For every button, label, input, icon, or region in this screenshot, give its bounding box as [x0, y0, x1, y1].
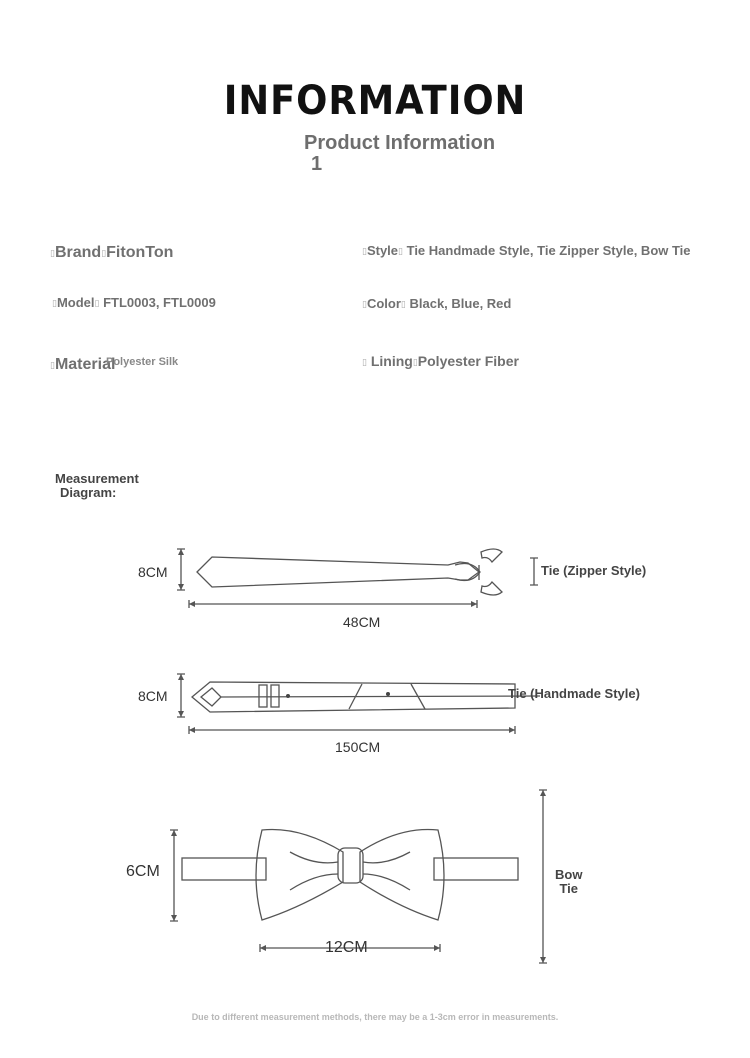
handmade-tie-label: Tie (Handmade Style)	[508, 686, 640, 701]
model-label: Model	[56, 295, 95, 310]
bow-tie-label-line1: Bow	[555, 867, 583, 882]
section-number: 1	[311, 153, 323, 175]
bracket-icon: ▯	[52, 298, 57, 308]
bracket-icon: ▯	[50, 248, 55, 258]
bracket-icon: ▯	[362, 246, 367, 256]
model-value: FTL0003, FTL0009	[103, 295, 216, 310]
handmade-width-label: 8CM	[138, 688, 168, 704]
bracket-icon: ▯	[101, 248, 107, 258]
zipper-length-label: 48CM	[343, 614, 381, 630]
section-subtitle: Product Information	[304, 132, 496, 154]
brand-label: Brand	[54, 244, 102, 261]
lining-label: Lining	[370, 353, 413, 369]
measurement-heading-line2: Diagram:	[60, 485, 117, 500]
brand-value: FitonTon	[106, 244, 174, 261]
material-value: Polyester Silk	[106, 356, 179, 368]
measurement-heading-line1: Measurement	[55, 471, 139, 486]
page-title: INFORMATION	[223, 78, 527, 124]
zipper-tie-label: Tie (Zipper Style)	[541, 563, 647, 578]
bow-height-label: 6CM	[126, 863, 160, 880]
handmade-length-label: 150CM	[335, 739, 381, 755]
bow-tie-label	[555, 868, 582, 896]
handmade-tie-drawing	[192, 682, 540, 712]
zipper-tie-drawing	[197, 549, 502, 595]
color-label: Color	[366, 296, 401, 311]
bracket-icon: ▯	[94, 298, 100, 308]
bow-width-label: 12CM	[325, 939, 368, 956]
bracket-icon: ▯	[400, 299, 406, 309]
bracket-icon: ▯	[398, 246, 403, 256]
material-label: Material	[54, 356, 116, 373]
bracket-icon: ▯	[362, 357, 367, 367]
bracket-icon: ▯	[362, 299, 367, 309]
style-label: Style	[366, 243, 399, 258]
lining-value: Polyester Fiber	[417, 353, 519, 369]
bracket-icon: ▯	[50, 360, 55, 370]
style-value: Tie Handmade Style, Tie Zipper Style, Bow Tie	[406, 243, 691, 258]
color-value: Black, Blue, Red	[409, 296, 512, 311]
bracket-icon: ▯	[412, 357, 418, 367]
zipper-width-label: 8CM	[138, 564, 168, 580]
bow-tie-drawing	[182, 829, 518, 920]
bow-tie-label-line2: Tie	[559, 881, 578, 896]
measurement-disclaimer: Due to different measurement methods, there may be a 1-3cm error in measurements.	[191, 1012, 559, 1022]
